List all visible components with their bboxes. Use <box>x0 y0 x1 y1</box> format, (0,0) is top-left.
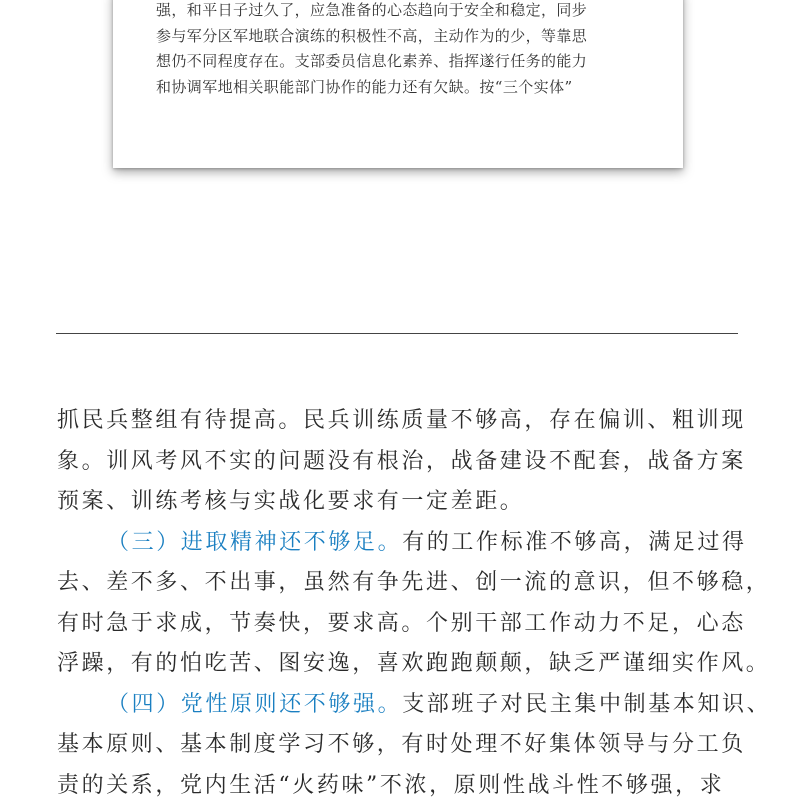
paragraph-line: 象。训风考风不实的问题没有根治，战备建设不配套，战备方案 <box>57 448 746 474</box>
preview-line: 和协调军地相关职能部门协作的能力还有欠缺。按“三个实体” <box>156 77 573 96</box>
section-divider <box>56 333 738 334</box>
preview-line: 强，和平日子过久了，应急准备的心态趋向于安全和稳定，同步 <box>156 1 588 19</box>
preview-card <box>113 0 683 168</box>
section-3-text: 有的工作标准不够高，满足过得 <box>402 529 747 555</box>
article-body <box>57 401 772 800</box>
paragraph-line: 抓民兵整组有待提高。民兵训练质量不够高，存在偏训、粗训现 <box>57 408 746 433</box>
paragraph-line: 浮躁，有的怕吃苦、图安逸，喜欢跑跑颠颠，缺乏严谨细实作风。 <box>57 651 771 676</box>
section-3-heading: （三）进取精神还不够足。 <box>107 529 403 555</box>
paragraph-line: 有时急于求成，节奏快，要求高。个别干部工作动力不足，心态 <box>57 610 746 636</box>
section-4-heading: （四）党性原则还不够强。 <box>107 691 403 717</box>
paragraph-line: 预案、训练考核与实战化要求有一定差距。 <box>57 489 525 514</box>
preview-card-text <box>156 0 656 100</box>
section-4-text: 支部班子对民主集中制基本知识、 <box>402 691 772 717</box>
paragraph-line: 责的关系，党内生活“火药味”不浓，原则性战斗性不够强，求 <box>57 772 725 798</box>
section-4-first-line <box>57 685 772 726</box>
preview-line: 参与军分区军地联合演练的积极性不高，主动作为的少，等靠思 <box>156 26 588 45</box>
paragraph-line: 基本原则、基本制度学习不够，有时处理不好集体领导与分工负 <box>57 732 746 757</box>
section-3-first-line <box>57 523 747 564</box>
paragraph-line: 去、差不多、不出事，虽然有争先进、创一流的意识，但不够稳， <box>57 570 771 595</box>
preview-line: 想仍不同程度存在。支部委员信息化素养、指挥遂行任务的能力 <box>156 52 588 71</box>
